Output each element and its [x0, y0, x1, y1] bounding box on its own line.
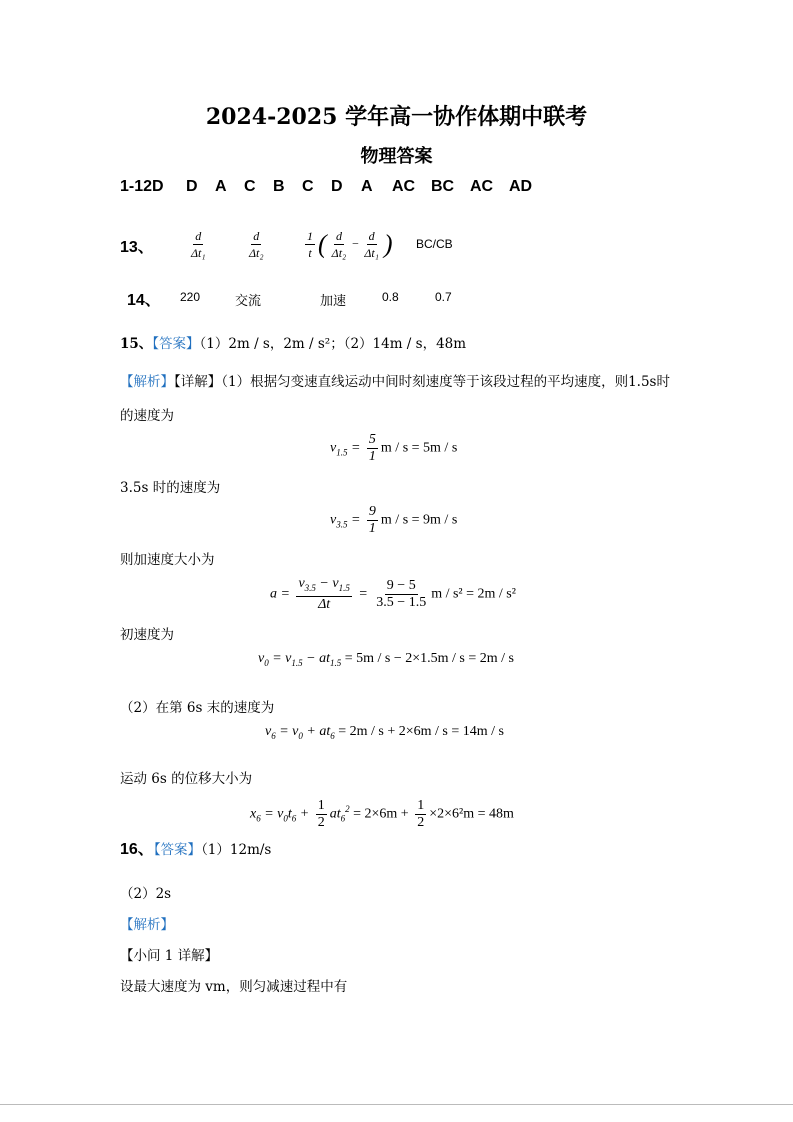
- page-bottom-divider: [0, 1104, 793, 1105]
- answer-item: D: [186, 178, 198, 195]
- q13-label: 13、: [120, 239, 154, 256]
- q16-line1: 设最大速度为 vm，则匀减速过程中有: [120, 979, 348, 995]
- answer-tag: 【答案】: [153, 842, 202, 858]
- page-title: 2024-2025 学年高一协作体期中联考: [205, 104, 588, 130]
- q15-line7: 运动 6s 的位移大小为: [120, 771, 253, 787]
- analysis-tag: 【解析】: [120, 917, 174, 933]
- equation-x6: $x_6 = v_0t_6$ + $\frac{1}{2}$ $at_6^2 = 2\times 6m$ + $\frac{1}{2}$ ×2×6²m = 48m: [250, 798, 514, 830]
- q16-label: 16、: [120, 841, 154, 858]
- q15-line2: 的速度为: [120, 408, 174, 424]
- answer-item: BC: [431, 178, 455, 195]
- q1-12-label: 1-12D: [120, 178, 164, 195]
- q15-line5: 初速度为: [120, 627, 174, 643]
- equation-v15: $v_{1.5}$ = $\frac{5}{1}$ m / s = 5m / s: [330, 432, 458, 464]
- q15-analysis-line: [120, 370, 670, 390]
- equation-acceleration: a = $\frac{v_{3.5} - v_{1.5}}{\Delta t}$ = $\frac{9 - 5}{3.5 - 1.5}$ m / s² = 2m / s²: [270, 576, 516, 612]
- q16-ans1: （1）12m/s: [201, 842, 272, 858]
- q13-answer-2: $\frac{d}{\text{Δt₂}}$: [249, 229, 264, 260]
- q13-answer-4: BC/CB: [416, 237, 453, 251]
- answer-item: AD: [509, 178, 533, 195]
- q14-answer-5: 0.7: [435, 290, 452, 304]
- q16-ans2: （2）2s: [120, 886, 172, 902]
- answer-item: AC: [392, 178, 416, 195]
- equation-v6: $v_6 = v_0 + at_6 = 2m / s + 2\times 6m / s = 14m / s$: [265, 724, 504, 741]
- q16-sub1: 【小问 1 详解】: [120, 948, 219, 964]
- equation-v0: $v_0 = v_{1.5} - at_{1.5} = 5m / s - 2\times 1.5m / s = 2m / s$: [258, 651, 514, 668]
- answer-item: C: [244, 178, 256, 195]
- equation-v35: $v_{3.5}$ = $\frac{9}{1}$ m / s = 9m / s: [330, 504, 458, 536]
- analysis-tag: 【解析】: [120, 374, 174, 390]
- answer-item: D: [331, 178, 343, 195]
- q14-answer-1: 220: [180, 290, 201, 304]
- answer-item: A: [361, 178, 373, 195]
- q14-answer-3: 加速: [320, 294, 347, 309]
- q15-label: 15、: [120, 336, 153, 352]
- answer-item: A: [215, 178, 227, 195]
- q13-answer-3: $\frac{1}{t}$ ( $\frac{d}{\text{Δt₂}}$ − $\frac{d}{\text{Δt₁}}$ ): [307, 229, 393, 260]
- q16-answer-line: [120, 836, 271, 859]
- q14-answer-2: 交流: [235, 294, 262, 309]
- q15-line1: （1）根据匀变速直线运动中间时刻速度等于该段过程的平均速度，则1.5s时: [221, 374, 670, 390]
- q13-answer-1: $\frac{d}{\text{Δt₁}}$: [191, 229, 206, 260]
- answer-item: AC: [470, 178, 494, 195]
- answer-item: B: [273, 178, 285, 195]
- detail-tag: 【详解】: [174, 374, 222, 390]
- q14-answer-4: 0.8: [382, 290, 399, 304]
- q15-line3: 3.5s 时的速度为: [120, 480, 221, 496]
- q15-answer-text: （1）2m / s，2m / s²；（2）14m / s，48m: [199, 336, 467, 352]
- page-subtitle: 物理答案: [360, 146, 433, 167]
- q15-line4: 则加速度大小为: [120, 552, 215, 568]
- q14-label: 14、: [127, 292, 161, 309]
- answer-tag: 【答案】: [152, 336, 200, 352]
- q15-answer-line: [120, 332, 466, 352]
- answer-item: C: [302, 178, 314, 195]
- q15-line6: （2）在第 6s 末的速度为: [120, 700, 275, 716]
